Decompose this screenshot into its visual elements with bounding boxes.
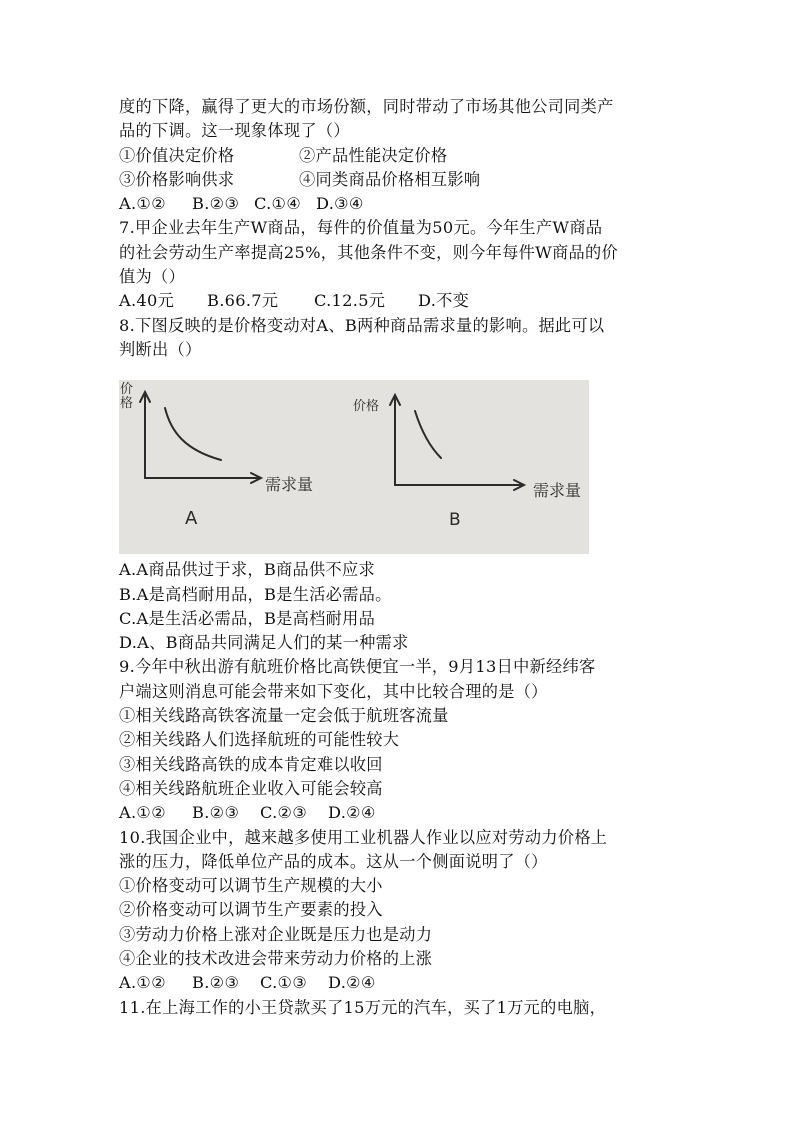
chart-a-demand-curve (165, 408, 221, 460)
q6-statement: ①价值决定价格 (119, 145, 235, 165)
q7-stem-line: 值为（） (119, 267, 185, 287)
q7-option-c: C.12.5元 (314, 291, 386, 311)
q8-option-d: D.A、B商品共同满足人们的某一种需求 (119, 633, 409, 653)
q9-option-a: A.①② (119, 803, 167, 823)
chart-b-caption: B (449, 510, 461, 531)
chart-a-ylabel: 价格 (120, 382, 134, 412)
q6-statement: ④同类商品价格相互影响 (299, 169, 481, 189)
q10-statement: ④企业的技术改进会带来劳动力价格的上涨 (119, 949, 433, 969)
q6-options (119, 192, 679, 216)
q9-statement: ④相关线路航班企业收入可能会较高 (119, 778, 383, 798)
chart-a-caption: A (185, 508, 198, 530)
q9-option-d: D.②④ (328, 803, 376, 823)
q8-stem-line: 判断出（） (119, 339, 202, 359)
chart-b-xlabel: 需求量 (533, 481, 582, 501)
chart-b-ylabel: 价格 (353, 399, 380, 415)
q10-options (119, 971, 679, 995)
q9-stem-line: 9.今年中秋出游有航班价格比高铁便宜一半，9月13日中新经纬客 (119, 657, 596, 677)
q7-option-a: A.40元 (119, 291, 175, 311)
q10-option-c: C.①③ (260, 973, 308, 993)
q10-stem-line: 10.我国企业中，越来越多使用工业机器人作业以应对劳动力价格上 (119, 827, 608, 847)
q6-statements-row (119, 168, 679, 192)
chart-a-xlabel: 需求量 (265, 475, 314, 495)
q6-statement: ③价格影响供求 (119, 169, 235, 189)
q9-option-c: C.②③ (260, 803, 308, 823)
q9-statement: ③相关线路高铁的成本肯定难以收回 (119, 754, 383, 774)
q7-stem-line: 7.甲企业去年生产W商品，每件的价值量为50元。今年生产W商品 (119, 218, 603, 238)
q9-options (119, 801, 679, 825)
q10-statement: ③劳动力价格上涨对企业既是压力也是动力 (119, 924, 433, 944)
q8-stem-line: 8.下图反映的是价格变动对A、B两种商品需求量的影响。据此可以 (119, 315, 605, 335)
q8-option-a: A.A商品供过于求，B商品供不应求 (119, 560, 375, 580)
q7-options (119, 289, 679, 313)
q6-statements-row (119, 144, 679, 168)
q10-option-d: D.②④ (328, 973, 376, 993)
q8-option-c: C.A是生活必需品，B是高档耐用品 (119, 608, 376, 628)
q7-option-d: D.不变 (418, 291, 470, 311)
q7-stem-line: 的社会劳动生产率提高25%，其他条件不变，则今年每件W商品的价 (119, 242, 618, 262)
q10-statement: ①价格变动可以调节生产规模的大小 (119, 876, 383, 896)
q6-option-c: C.①④ (254, 194, 302, 214)
exam-page (119, 95, 679, 1020)
chart-b-demand-curve (415, 411, 441, 458)
q11-stem-line: 11.在上海工作的小王贷款买了15万元的汽车，买了1万元的电脑， (119, 997, 607, 1017)
q6-option-a: A.①② (119, 194, 167, 214)
q6-option-b: B.②③ (192, 194, 240, 214)
q10-option-b: B.②③ (192, 973, 240, 993)
q7-option-b: B.66.7元 (207, 291, 279, 311)
q10-stem-line: 涨的压力，降低单位产品的成本。这从一个侧面说明了（） (119, 851, 548, 871)
q6-stem-line: 品的下调。这一现象体现了（） (119, 121, 350, 141)
q9-statement: ①相关线路高铁客流量一定会低于航班客流量 (119, 706, 449, 726)
q6-stem-line: 度的下降，赢得了更大的市场份额，同时带动了市场其他公司同类产 (119, 97, 614, 116)
q8-option-b: B.A是高档耐用品，B是生活必需品。 (119, 584, 392, 604)
q6-option-d: D.③④ (316, 194, 364, 214)
q9-statement: ②相关线路人们选择航班的可能性较大 (119, 730, 400, 750)
q9-option-b: B.②③ (192, 803, 240, 823)
q9-stem-line: 户端这则消息可能会带来如下变化，其中比较合理的是（） (119, 681, 548, 701)
q6-statement: ②产品性能决定价格 (299, 145, 448, 165)
q10-statement: ②价格变动可以调节生产要素的投入 (119, 900, 383, 920)
demand-curves-photo (119, 380, 589, 554)
q10-option-a: A.①② (119, 973, 167, 993)
